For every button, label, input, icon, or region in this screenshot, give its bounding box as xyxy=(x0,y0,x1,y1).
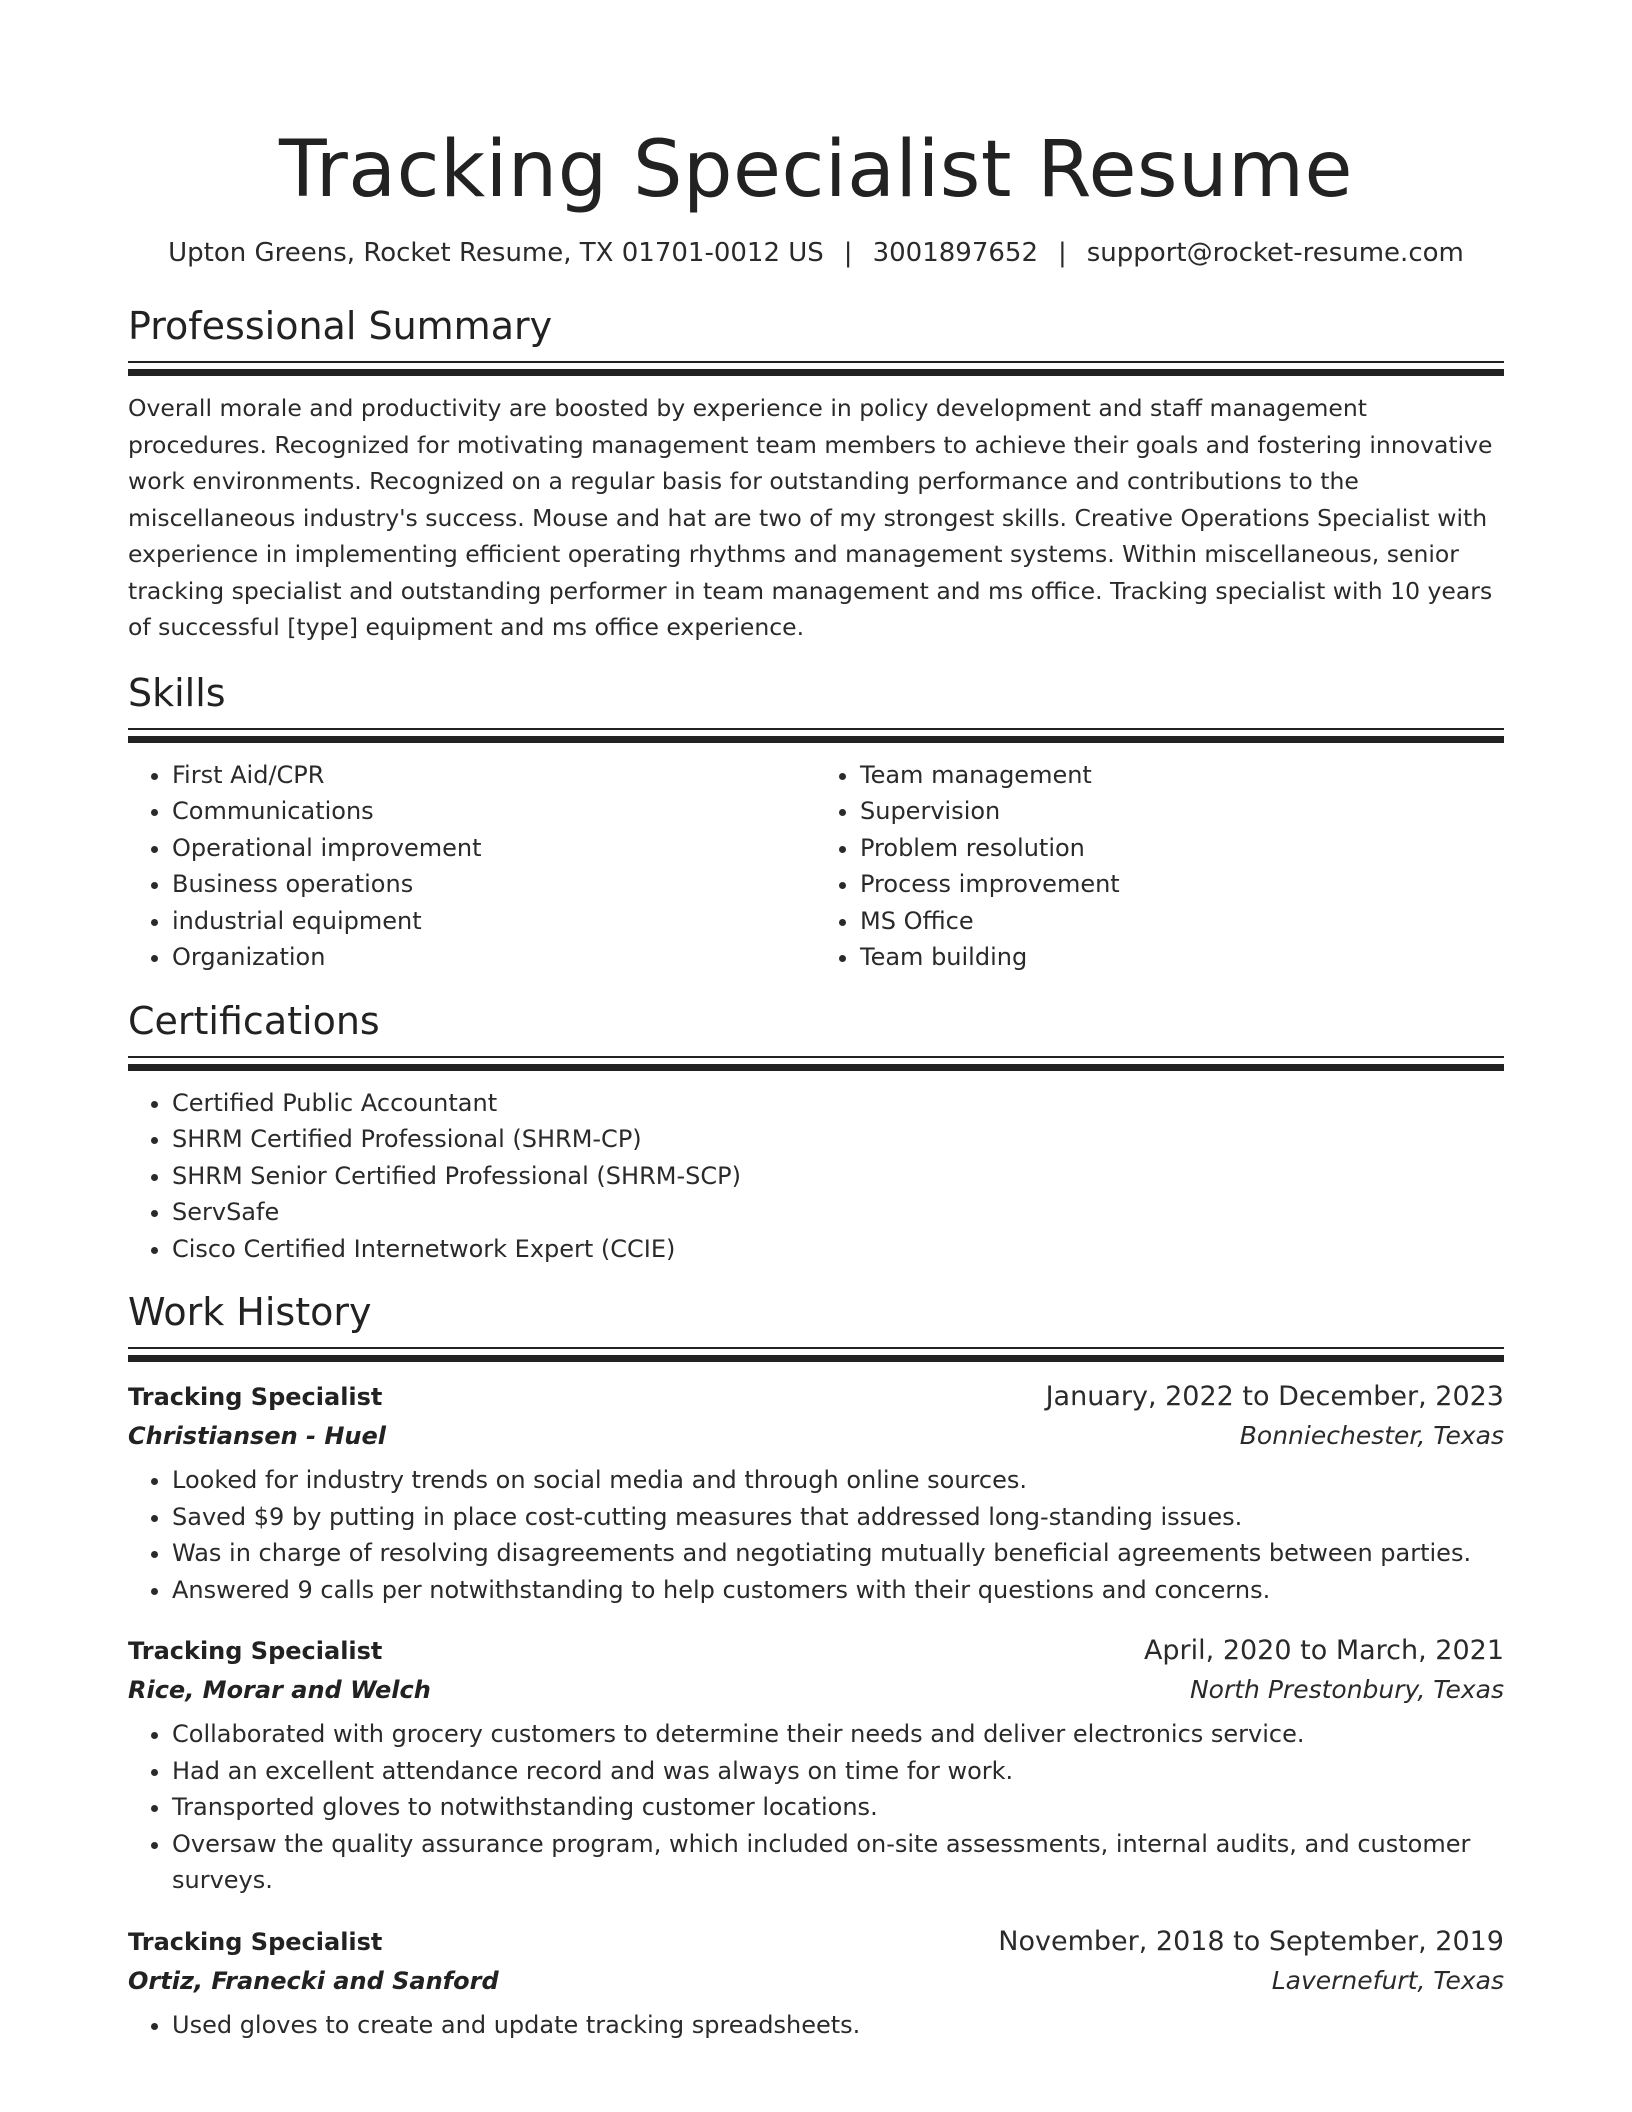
certification-item: • SHRM Senior Certified Professional (SHRM-SCP) xyxy=(172,1158,1504,1195)
certification-item: • SHRM Certified Professional (SHRM-CP) xyxy=(172,1121,1504,1158)
job-location: Lavernefurt, Texas xyxy=(1271,1965,1504,1995)
section-divider xyxy=(128,1347,1504,1362)
contact-address: Upton Greens, Rocket Resume, TX 01701-0012 US xyxy=(168,238,824,268)
contact-separator: | xyxy=(843,238,853,268)
contact-email[interactable]: support@rocket-resume.com xyxy=(1086,238,1464,268)
job-dates: January, 2022 to December, 2023 xyxy=(1045,1381,1504,1412)
job-subheader xyxy=(128,1416,1504,1456)
summary-section xyxy=(128,303,1504,646)
work-history-section xyxy=(128,1289,1504,2043)
certifications-heading: Certifications xyxy=(128,998,380,1043)
job-header xyxy=(128,1923,1504,1961)
skill-item: • Team building xyxy=(860,939,1504,976)
job-company: Ortiz, Franecki and Sanford xyxy=(128,1966,499,1995)
job-entry xyxy=(128,1923,1504,2044)
skill-item: • Problem resolution xyxy=(860,830,1504,867)
skill-item: • First Aid/CPR xyxy=(172,757,816,794)
contact-line xyxy=(128,236,1504,270)
certification-item: • Cisco Certified Internetwork Expert (CCIE) xyxy=(172,1231,1504,1268)
skill-item: • Organization xyxy=(172,939,816,976)
skill-item: • Team management xyxy=(860,757,1504,794)
certification-item: • ServSafe xyxy=(172,1194,1504,1231)
skill-item: • Communications xyxy=(172,793,816,830)
job-company: Christiansen - Huel xyxy=(128,1422,387,1450)
job-location: Bonniechester, Texas xyxy=(1239,1421,1504,1450)
job-bullets xyxy=(128,2007,1504,2044)
skill-item: • Business operations xyxy=(172,866,816,903)
skills-heading: Skills xyxy=(128,670,226,715)
job-dates: November, 2018 to September, 2019 xyxy=(998,1925,1504,1957)
job-bullet: • Saved $9 by putting in place cost-cutting measures that addressed long-standing issues. xyxy=(172,1499,1504,1536)
skill-item: • Process improvement xyxy=(860,866,1504,903)
job-dates: April, 2020 to March, 2021 xyxy=(1143,1635,1504,1666)
skill-item: • Supervision xyxy=(860,793,1504,830)
section-divider xyxy=(128,728,1504,743)
job-bullets xyxy=(128,1716,1504,1899)
resume-page xyxy=(128,0,1504,2043)
skills-list-left xyxy=(128,757,816,976)
job-header xyxy=(128,1632,1504,1670)
job-bullet: • Looked for industry trends on social media and through online sources. xyxy=(172,1462,1504,1499)
summary-text: Overall morale and productivity are boosted by experience in policy development and staff management procedures. Recognized for motivating management team members to achieve their goals and fostering innovative work environments. Recognized on a regular basis for outstanding performance and contributions to the miscellaneous industry's success. Mouse and hat are two of my strongest skills. Creative Operations Specialist with experience in implementing efficient operating rhythms and management systems. Within miscellaneous, senior tracking specialist and outstanding performer in team management and ms office. Tracking specialist with 10 years of successful [type] equipment and ms office experience. xyxy=(128,394,1493,641)
skills-list-right xyxy=(816,757,1504,976)
job-title: Tracking Specialist xyxy=(128,1637,383,1665)
skills-grid xyxy=(128,743,1504,976)
job-title: Tracking Specialist xyxy=(128,1383,383,1411)
job-bullets xyxy=(128,1462,1504,1608)
skill-item: • Operational improvement xyxy=(172,830,816,867)
skills-section xyxy=(128,670,1504,976)
summary-heading: Professional Summary xyxy=(128,304,553,348)
certifications-list xyxy=(128,1085,1504,1268)
job-bullet: • Oversaw the quality assurance program, which included on-site assessments, internal audits, and customer surveys. xyxy=(172,1826,1504,1899)
job-bullet: • Had an excellent attendance record and was always on time for work. xyxy=(172,1753,1504,1790)
job-bullet: • Transported gloves to notwithstanding customer locations. xyxy=(172,1789,1504,1826)
job-company: Rice, Morar and Welch xyxy=(128,1676,431,1704)
job-entry xyxy=(128,1632,1504,1899)
job-bullet: • Was in charge of resolving disagreements and negotiating mutually beneficial agreements between parties. xyxy=(172,1535,1504,1572)
job-subheader xyxy=(128,1961,1504,2001)
job-bullet: • Used gloves to create and update tracking spreadsheets. xyxy=(172,2007,1504,2044)
certifications-section xyxy=(128,998,1504,1268)
job-header xyxy=(128,1378,1504,1416)
section-divider xyxy=(128,1056,1504,1071)
job-bullet: • Answered 9 calls per notwithstanding to help customers with their questions and concerns. xyxy=(172,1572,1504,1609)
job-subheader xyxy=(128,1670,1504,1710)
resume-title: Tracking Specialist Resume xyxy=(279,125,1353,215)
job-entry xyxy=(128,1378,1504,1608)
job-title: Tracking Specialist xyxy=(128,1927,383,1956)
section-divider xyxy=(128,361,1504,376)
certification-item: • Certified Public Accountant xyxy=(172,1085,1504,1122)
job-location: North Prestonbury, Texas xyxy=(1189,1675,1504,1704)
work-history-heading: Work History xyxy=(128,1290,372,1334)
contact-separator: | xyxy=(1057,238,1067,268)
job-bullet: • Collaborated with grocery customers to determine their needs and deliver electronics service. xyxy=(172,1716,1504,1753)
contact-phone: 3001897652 xyxy=(872,238,1038,268)
skill-item: • industrial equipment xyxy=(172,903,816,940)
skill-item: • MS Office xyxy=(860,903,1504,940)
